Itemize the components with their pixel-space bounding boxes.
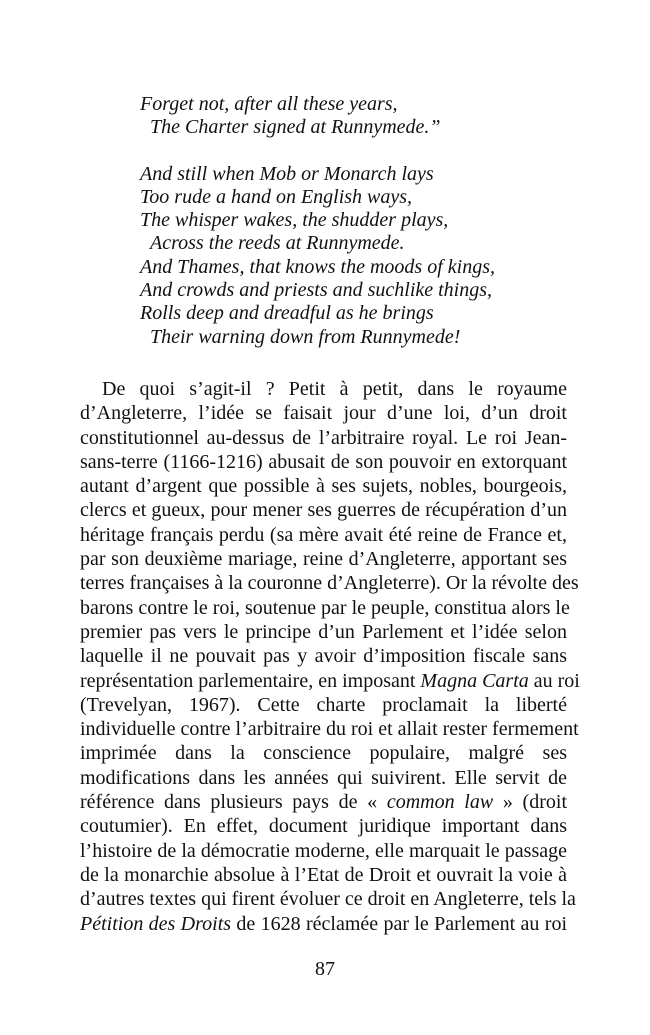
italic-title: Magna Carta [420, 669, 529, 692]
poem-line: And crowds and priests and suchlike things, [140, 279, 493, 302]
poem-line: Their warning down from Runnymede! [150, 325, 461, 348]
poem-line: The whisper wakes, the shudder plays, [140, 209, 449, 232]
paragraph-line [80, 669, 580, 693]
text-run: référence dans plusieurs pays de « [80, 791, 387, 814]
paragraph-line: autant d’argent que possible à ses sujets, nobles, bourgeois, [80, 475, 567, 498]
paragraph-line: laquelle il ne pouvait pas y avoir d’imposition fiscale sans [80, 645, 567, 668]
text-run: représentation parlementaire, en imposant [80, 669, 421, 692]
paragraph-line: terres françaises à la couronne d’Angleterre). Or la révolte des [80, 572, 579, 595]
paragraph-line: imprimée dans la conscience populaire, malgré ses [80, 742, 567, 765]
paragraph-line: De quoi s’agit-il ? Petit à petit, dans le royaume [102, 378, 567, 400]
poem-line: Too rude a hand on English ways, [140, 185, 413, 208]
paragraph-line: de la monarchie absolue à l’Etat de Droit et ouvrait la voie à [80, 863, 567, 886]
italic-term: common law [386, 791, 494, 814]
poem-line: Rolls deep and dreadful as he brings [140, 302, 434, 325]
paragraph-line: héritage français perdu (sa mère avait été reine de France et, [80, 523, 567, 546]
paragraph-line: d’autres textes qui firent évoluer ce droit en Angleterre, tels la [80, 888, 576, 911]
paragraph-line: modifications dans les années qui suivirent. Elle servit de [80, 766, 567, 789]
paragraph-line: (Trevelyan, 1967). Cette charte proclamait la liberté [80, 693, 567, 716]
paragraph-line [80, 790, 567, 814]
paragraph-line: premier pas vers le principe d’un Parlement et l’idée selon [80, 620, 567, 643]
stanza-gap [140, 140, 600, 163]
paragraph-line [80, 912, 567, 936]
paragraph-line: constitutionnel au-dessus de l’arbitraire royal. Le roi Jean- [80, 426, 567, 449]
page-number: 87 [315, 958, 335, 980]
body-paragraph [80, 377, 580, 936]
poem-line: And still when Mob or Monarch lays [140, 162, 434, 185]
text-run: au roi [528, 669, 580, 692]
text-run: de 1628 réclamée par le Parlement au roi [231, 912, 567, 935]
poem-line: And Thames, that knows the moods of kings, [140, 255, 495, 278]
paragraph-line: l’histoire de la démocratie moderne, elle marquait le passage [80, 839, 567, 862]
paragraph-line: clercs et gueux, pour mener ses guerres de récupération d’un [80, 499, 567, 522]
paragraph-line: par son deuxième mariage, reine d’Angleterre, apportant ses [80, 548, 567, 571]
poem-line: Forget not, after all these years, [140, 93, 398, 115]
poem-line: The Charter signed at Runnymede.” [150, 116, 441, 139]
poem-excerpt [140, 93, 600, 349]
text-run: » (droit [493, 791, 567, 814]
paragraph-line: d’Angleterre, l’idée se faisait jour d’une loi, d’un droit [80, 402, 567, 425]
paragraph-line: sans-terre (1166-1216) abusait de son pouvoir en extorquant [80, 450, 567, 473]
paragraph-line: individuelle contre l’arbitraire du roi et allait rester fermement [80, 718, 579, 741]
italic-title: Pétition des Droits [80, 912, 232, 935]
paragraph-line: barons contre le roi, soutenue par le peuple, constitua alors le [80, 596, 570, 619]
paragraph-line: coutumier). En effet, document juridique important dans [80, 815, 567, 838]
poem-line: Across the reeds at Runnymede. [150, 232, 405, 255]
